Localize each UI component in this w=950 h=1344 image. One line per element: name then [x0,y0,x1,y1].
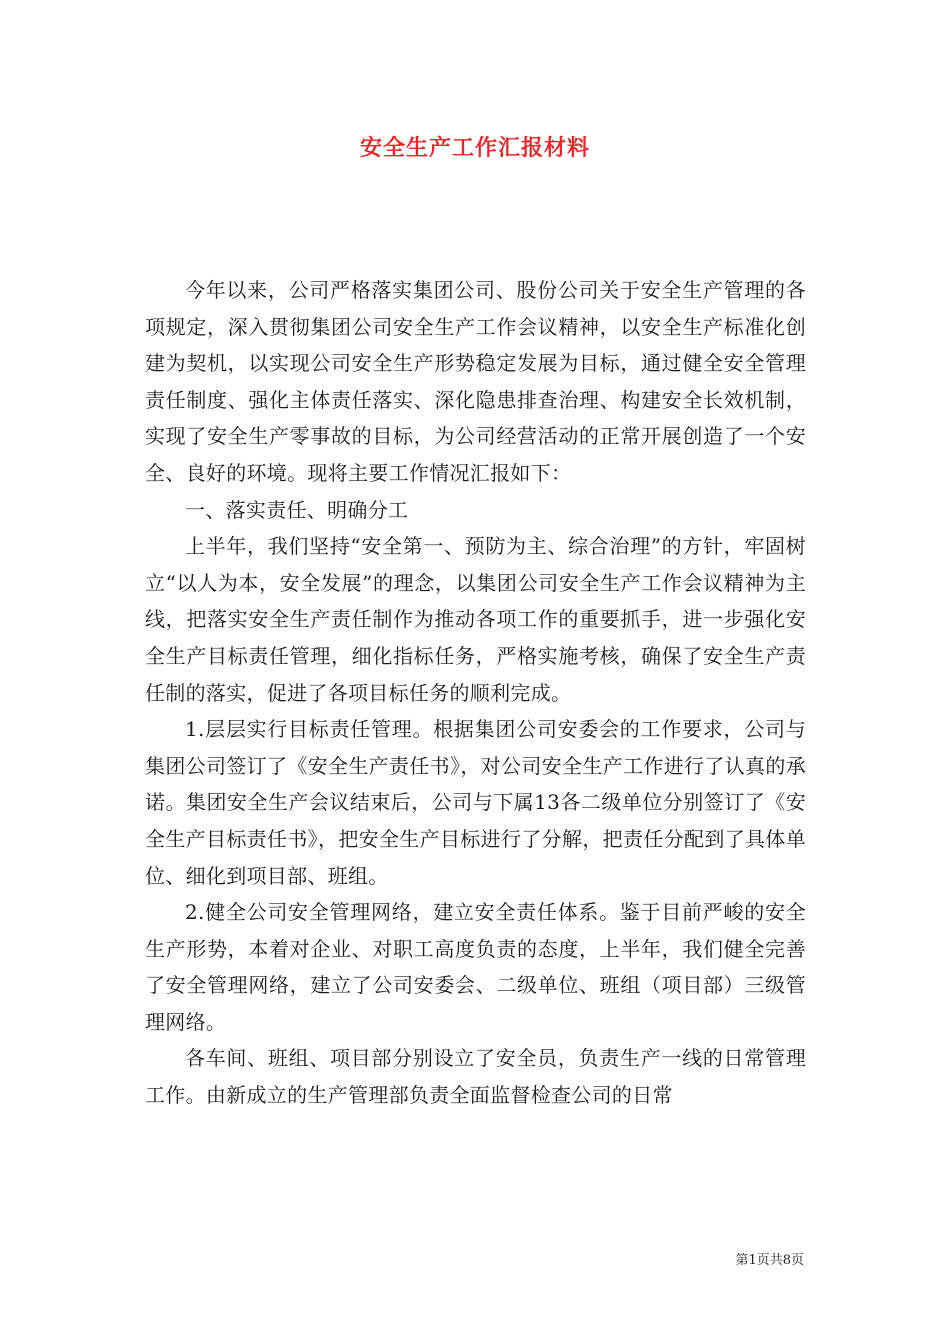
document-title: 安全生产工作汇报材料 [359,135,590,161]
paragraph-continuation: 各车间、班组、项目部分别设立了安全员，负责生产一线的日常管理工作。由新成立的生产管理部负责全面监督检查公司的日常 [145,1046,806,1108]
paragraph-item-1: 1.层层实行目标责任管理。根据集团公司安委会的工作要求，公司与集团公司签订了《安全生产责任书》，对公司安全生产工作进行了认真的承诺。集团安全生产会议结束后，公司与下属13各二级单位分别签订了《安全生产目标责任书》，把安全生产目标进行了分解，把责任分配到了具体单位、细化到项目部、班组。 [145,717,806,888]
paragraph-section-intro: 上半年，我们坚持“安全第一、预防为主、综合治理”的方针，牢固树立“以人为本，安全发展”的理念，以集团公司安全生产工作会议精神为主线，把落实安全生产责任制作为推动各项工作的重要抓手，进一步强化安全生产目标责任管理，细化指标任务，严格实施考核，确保了安全生产责任制的落实，促进了各项目标任务的顺利完成。 [145,534,806,705]
document-body [145,272,806,1114]
paragraph-intro: 今年以来，公司严格落实集团公司、股份公司关于安全生产管理的各项规定，深入贯彻集团公司安全生产工作会议精神，以安全生产标准化创建为契机，以实现公司安全生产形势稳定发展为目标，通过健全安全管理责任制度、强化主体责任落实、深化隐患排查治理、构建安全长效机制，实现了安全生产零事故的目标，为公司经营活动的正常开展创造了一个安全、良好的环境。现将主要工作情况汇报如下： [145,278,806,485]
page-number: 第1页共8页 [735,1253,804,1268]
section-heading: 一、落实责任、明确分工 [185,497,409,522]
paragraph-item-2: 2.健全公司安全管理网络，建立安全责任体系。鉴于目前严峻的安全生产形势，本着对企业、对职工高度负责的态度，上半年，我们健全完善了安全管理网络，建立了公司安委会、二级单位、班组（项目部）三级管理网络。 [145,900,806,1034]
